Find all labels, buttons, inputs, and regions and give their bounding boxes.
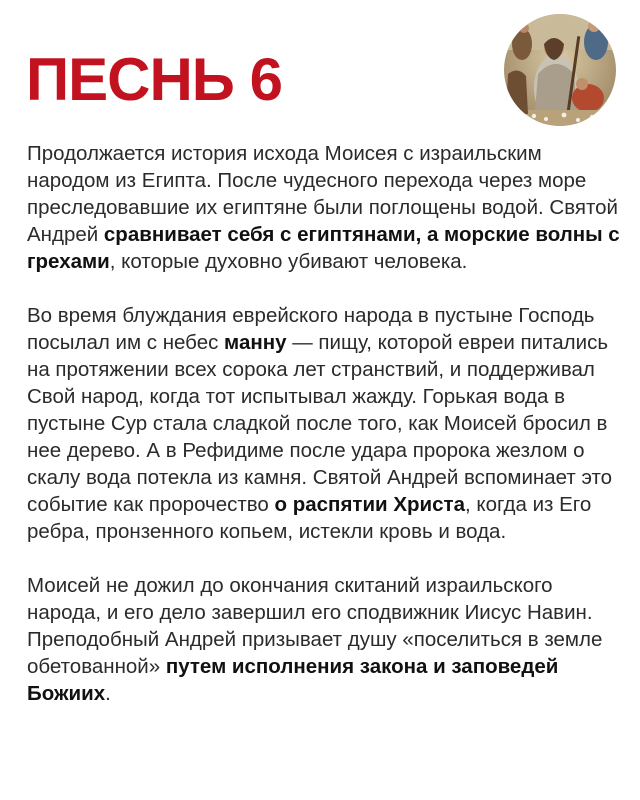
article-body xyxy=(27,140,627,734)
paragraph-2 xyxy=(27,302,627,545)
paragraph-text: . xyxy=(105,682,111,705)
page-title: ПЕСНЬ 6 xyxy=(26,46,282,113)
emphasis-text: о распятии Христа xyxy=(274,493,465,516)
paragraph-1 xyxy=(27,140,627,275)
paragraph-text: Продолжается история исхода Моисея с израильским народом из Египта. После чудесного перехода через море преследовавшие их египтяне были поглощены водой. Святой Андрей xyxy=(27,142,618,246)
emphasis-text: сравнивает себя с египтянами, а морские волны с грехами xyxy=(27,223,620,273)
emphasis-text: путем исполнения закона и заповедей Божиих xyxy=(27,655,559,705)
paragraph-text: , когда из Его ребра, пронзенного копьем, истекли кровь и вода. xyxy=(27,493,592,543)
paragraph-3 xyxy=(27,572,627,707)
painting-moses-icon xyxy=(504,14,616,126)
paragraph-text: Во время блуждания еврейского народа в пустыне Господь посылал им с небес xyxy=(27,304,595,354)
paragraph-text: — пищу, которой евреи питались на протяжении всех сорока лет странствий, и поддерживал Свой народ, когда тот испытывал жажду. Горькая вода в пустыне Сур стала сладкой после того, как Моисей бросил в нее дерево. А в Рефидиме после удара пророка жезлом о скалу вода потекла из камня. Святой Андрей вспоминает это событие как пророчество xyxy=(27,331,613,516)
emphasis-text: манну xyxy=(224,331,287,354)
paragraph-text: Моисей не дожил до окончания скитаний израильского народа, и его дело завершил его сподвижник Иисус Навин. Преподобный Андрей призывает душу «поселиться в земле обетованной» xyxy=(27,574,603,678)
paragraph-text: , которые духовно убивают человека. xyxy=(109,250,468,273)
